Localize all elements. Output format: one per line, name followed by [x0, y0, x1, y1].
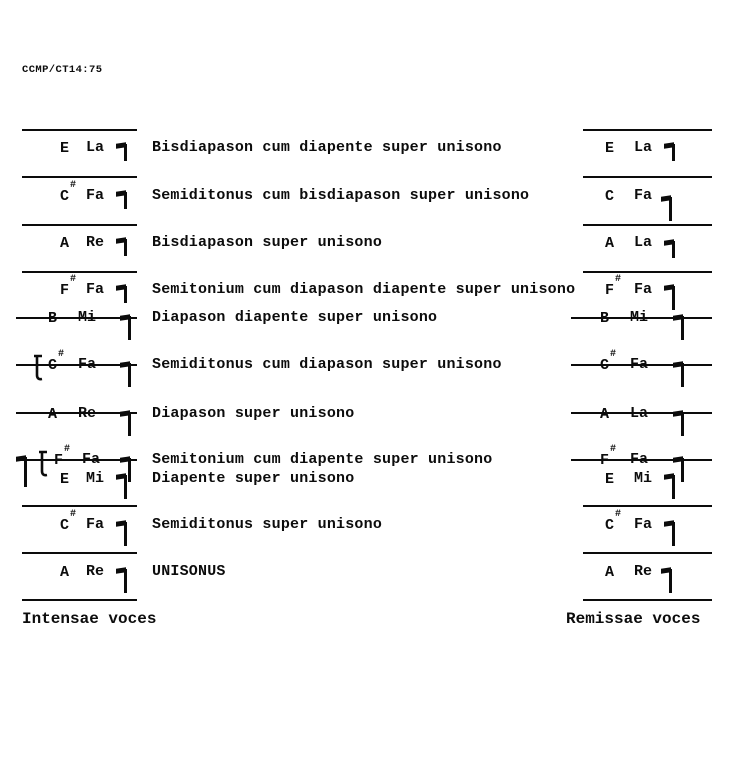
- note-icon: [120, 410, 133, 434]
- note-letter: E: [60, 471, 70, 488]
- note-icon: [116, 567, 129, 591]
- note-letter: F#: [54, 444, 71, 469]
- sharp-sign: #: [615, 274, 622, 285]
- note-letter: F#: [605, 274, 622, 299]
- staff-line: [583, 599, 712, 601]
- staff-line-strikethrough: [16, 317, 137, 319]
- right-column-caption: Remissae voces: [566, 610, 701, 628]
- note-icon: [120, 361, 133, 385]
- staff-line: [22, 271, 137, 273]
- solmization-syllable: La: [630, 405, 649, 422]
- solmization-syllable: La: [634, 234, 653, 251]
- solmization-syllable: Fa: [86, 281, 105, 298]
- interval-label: Diapason diapente super unisono: [152, 309, 438, 326]
- staff-line: [583, 505, 712, 507]
- solmization-syllable: Mi: [634, 470, 653, 487]
- note-icon: [16, 455, 29, 479]
- interval-label: Semitonium cum diapason diapente super unisono: [152, 281, 576, 298]
- note-icon: [116, 520, 129, 544]
- sharp-sign: #: [615, 509, 622, 520]
- solmization-syllable: Re: [78, 405, 97, 422]
- solmization-syllable: Fa: [82, 451, 101, 468]
- solmization-syllable: Mi: [630, 309, 649, 326]
- note-letter: A: [600, 406, 610, 423]
- catalog-reference: CCMP/CT14:75: [22, 64, 103, 76]
- clef-icon: [36, 449, 49, 479]
- note-icon: [673, 361, 686, 385]
- staff-line: [583, 129, 712, 131]
- note-letter: E: [605, 471, 615, 488]
- solmization-syllable: Fa: [86, 187, 105, 204]
- solmization-syllable: Fa: [634, 516, 653, 533]
- left-column-caption: Intensae voces: [22, 610, 157, 628]
- staff-line: [22, 505, 137, 507]
- note-icon: [661, 195, 674, 219]
- sharp-sign: #: [58, 349, 65, 360]
- sharp-sign: #: [610, 349, 617, 360]
- staff-line: [22, 552, 137, 554]
- note-icon: [673, 410, 686, 434]
- staff-line: [22, 224, 137, 226]
- staff-line: [583, 176, 712, 178]
- note-icon: [116, 190, 129, 214]
- sharp-sign: #: [610, 444, 617, 455]
- staff-line-strikethrough: [16, 412, 137, 414]
- solmization-syllable: Fa: [634, 187, 653, 204]
- solmization-syllable: Fa: [630, 356, 649, 373]
- note-icon: [116, 237, 129, 261]
- staff-line: [583, 271, 712, 273]
- note-icon: [673, 314, 686, 338]
- note-letter: A: [60, 235, 70, 252]
- note-icon: [116, 473, 129, 497]
- staff-line: [22, 176, 137, 178]
- note-icon: [120, 314, 133, 338]
- note-letter: C#: [605, 509, 622, 534]
- interval-label: Bisdiapason super unisono: [152, 234, 383, 251]
- note-letter: C#: [48, 349, 65, 374]
- note-letter: A: [60, 564, 70, 581]
- staff-line: [22, 129, 137, 131]
- note-icon: [661, 567, 674, 591]
- note-icon: [116, 284, 129, 308]
- staff-line: [583, 224, 712, 226]
- sharp-sign: #: [70, 274, 77, 285]
- interval-label: Diapente super unisono: [152, 470, 355, 487]
- note-letter: B: [48, 310, 58, 327]
- note-letter: C#: [60, 509, 77, 534]
- solmization-syllable: Fa: [634, 281, 653, 298]
- staff-line-strikethrough: [16, 459, 137, 461]
- solmization-syllable: La: [86, 139, 105, 156]
- note-letter: C#: [600, 349, 617, 374]
- solmization-syllable: Re: [86, 563, 105, 580]
- solmization-syllable: Fa: [86, 516, 105, 533]
- solmization-syllable: Fa: [630, 451, 649, 468]
- solmization-syllable: Fa: [78, 356, 97, 373]
- note-icon: [664, 284, 677, 308]
- note-icon: [664, 239, 677, 263]
- interval-label: Diapason super unisono: [152, 405, 355, 422]
- sharp-sign: #: [70, 509, 77, 520]
- note-letter: E: [60, 140, 70, 157]
- solmization-syllable: Mi: [86, 470, 105, 487]
- interval-label: UNISONUS: [152, 563, 226, 580]
- note-letter: B: [600, 310, 610, 327]
- note-letter: E: [605, 140, 615, 157]
- interval-label: Semiditonus super unisono: [152, 516, 383, 533]
- note-letter: C#: [60, 180, 77, 205]
- interval-label: Semiditonus cum diapason super unisono: [152, 356, 502, 373]
- sharp-sign: #: [70, 180, 77, 191]
- note-icon: [664, 520, 677, 544]
- interval-label: Bisdiapason cum diapente super unisono: [152, 139, 502, 156]
- note-icon: [664, 142, 677, 166]
- note-letter: A: [605, 564, 615, 581]
- staff-line: [583, 552, 712, 554]
- note-icon: [116, 142, 129, 166]
- note-letter: F#: [60, 274, 77, 299]
- note-letter: C: [605, 188, 615, 205]
- sharp-sign: #: [64, 444, 71, 455]
- note-letter: F#: [600, 444, 617, 469]
- interval-label: Semiditonus cum bisdiapason super unisono: [152, 187, 530, 204]
- interval-label: Semitonium cum diapente super unisono: [152, 451, 493, 468]
- note-letter: A: [48, 406, 58, 423]
- solmization-syllable: La: [634, 139, 653, 156]
- staff-line: [22, 599, 137, 601]
- solmization-syllable: Re: [634, 563, 653, 580]
- note-icon: [664, 473, 677, 497]
- solmization-syllable: Re: [86, 234, 105, 251]
- solmization-syllable: Mi: [78, 309, 97, 326]
- clef-icon: [31, 353, 44, 383]
- note-letter: A: [605, 235, 615, 252]
